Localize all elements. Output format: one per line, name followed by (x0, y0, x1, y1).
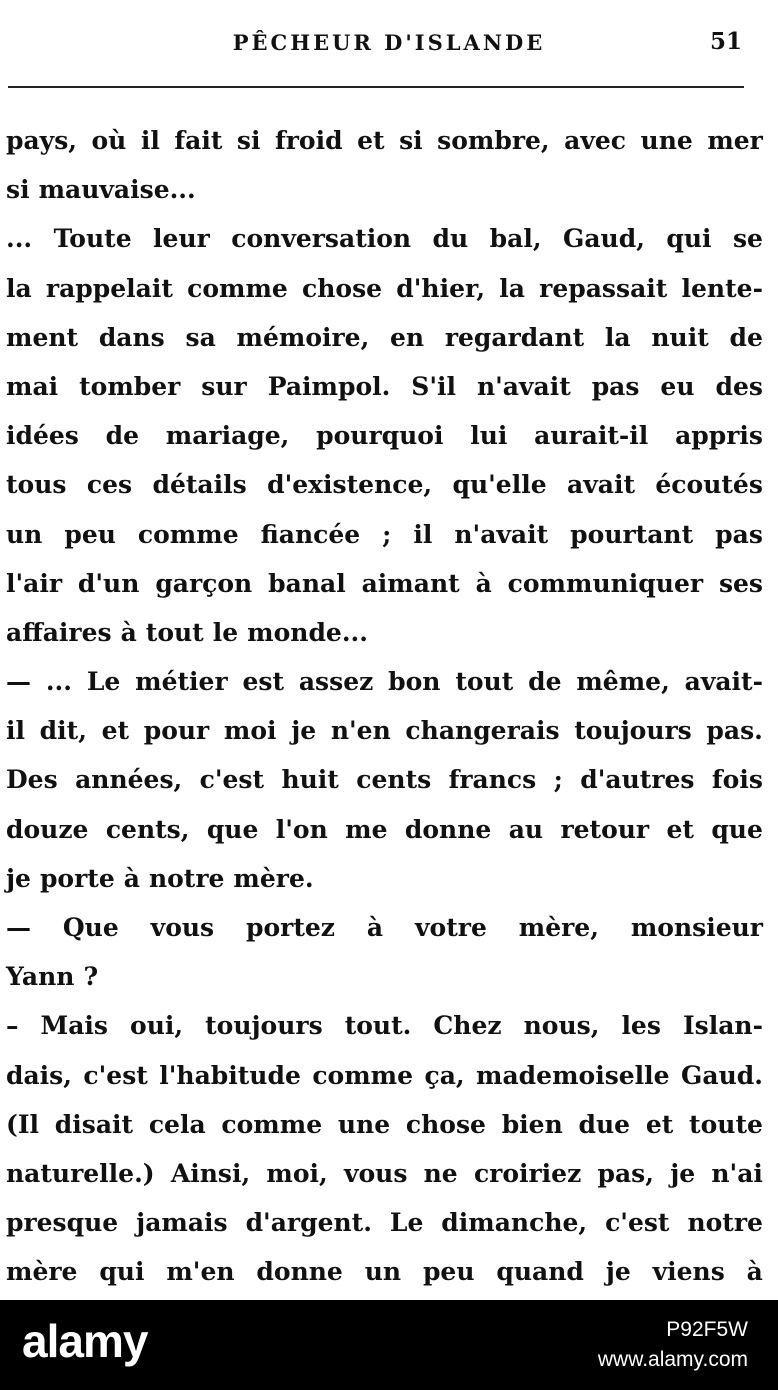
watermark-image-id: P92F5W (666, 1318, 748, 1341)
text-line: l'air d'un garçon banal aimant à communiquer ses (6, 568, 763, 598)
text-line: mère qui m'en donne un peu quand je viens à (6, 1257, 763, 1287)
text-line: dais, c'est l'habitude comme ça, mademoiselle Gaud. (6, 1060, 763, 1090)
text-line: naturelle.) Ainsi, moi, vous ne croiriez pas, je n'ai (6, 1158, 763, 1188)
text-line: si mauvaise... (6, 175, 196, 205)
text-line: la rappelait comme chose d'hier, la repassait lente- (6, 273, 763, 303)
text-line: (Il disait cela comme une chose bien due et toute (6, 1109, 763, 1139)
text-line: idées de mariage, pourquoi lui aurait-il appris (6, 421, 763, 451)
text-line: un peu comme fiancée ; il n'avait pourtant pas (6, 519, 763, 549)
running-title: PÊCHEUR D'ISLANDE (232, 30, 546, 55)
text-line: — Que vous portez à votre mère, monsieur (6, 913, 763, 942)
watermark-url: www.alamy.com (597, 1348, 748, 1371)
page-number: 51 (709, 28, 742, 55)
watermark-footer (0, 1300, 778, 1390)
text-line: affaires à tout le monde... (6, 617, 368, 647)
text-line: ... Toute leur conversation du bal, Gaud, qui se (6, 224, 763, 254)
text-line: pays, où il fait si froid et si sombre, avec une mer (6, 126, 763, 155)
text-line: je porte à notre mère. (6, 863, 314, 893)
header-rule (8, 86, 744, 88)
text-line: – Mais oui, toujours tout. Chez nous, les Islan- (6, 1011, 763, 1041)
text-line: Yann ? (6, 962, 99, 992)
text-line: — ... Le métier est assez bon tout de même, avait- (6, 667, 763, 697)
text-line: ment dans sa mémoire, en regardant la nuit de (6, 322, 763, 352)
text-line: tous ces détails d'existence, qu'elle avait écoutés (6, 470, 763, 500)
body-text (6, 116, 772, 1297)
text-line: il dit, et pour moi je n'en changerais toujours pas. (6, 716, 763, 746)
running-head (0, 24, 778, 64)
text-line: douze cents, que l'on me donne au retour et que (6, 814, 763, 844)
text-line: Des années, c'est huit cents francs ; d'autres fois (6, 765, 763, 795)
text-line: presque jamais d'argent. Le dimanche, c'est notre (6, 1208, 763, 1238)
text-line: mai tomber sur Paimpol. S'il n'avait pas eu des (6, 371, 763, 401)
watermark-logo: alamy (22, 1315, 148, 1367)
